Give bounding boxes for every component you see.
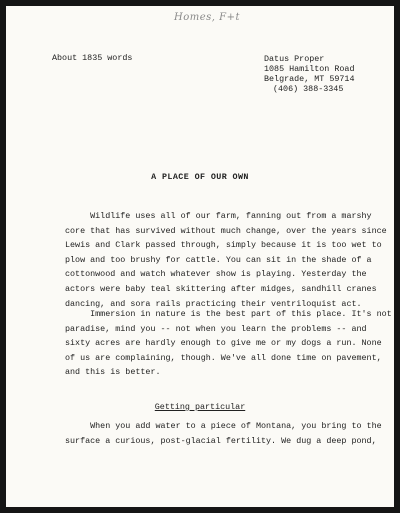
paragraph-line: When you add water to a piece of Montana, you bring to the	[65, 421, 382, 431]
paragraph-line: dancing, and sora rails practicing their ventriloquist act.	[65, 298, 362, 309]
author-name: Datus Proper	[264, 54, 325, 64]
paragraph-1	[65, 209, 387, 311]
paragraph-line: sixty acres are hardly enough to give me or my dogs a run. None	[65, 338, 382, 349]
handwritten-note: Homes, F+t	[174, 12, 240, 23]
paragraph-line: actors were baby teal skittering after midges, sandhill cranes	[65, 283, 377, 294]
paragraph-line: Lewis and Clark passed through, simply because it is too wet to	[65, 240, 382, 251]
section-heading: Getting particular	[154, 402, 246, 412]
paragraph-line: of us are complaining, though. We've all done time on pavement,	[65, 352, 382, 363]
author-city: Belgrade, MT 59714	[264, 74, 355, 84]
document-title: A PLACE OF OUR OWN	[151, 172, 249, 182]
word-count: About 1835 words	[52, 53, 133, 63]
paragraph-3	[65, 419, 382, 448]
author-phone: (406) 388-3345	[273, 84, 344, 94]
paragraph-line: paradise, mind you -- not when you learn the problems -- and	[65, 323, 367, 334]
paragraph-line: core that has survived without much change, over the years since	[65, 225, 387, 236]
paragraph-line: plow and too brushy for cattle. You can sit in the shade of a	[65, 254, 372, 265]
paragraph-line: and this is better.	[65, 367, 161, 378]
paragraph-2	[65, 307, 392, 380]
paragraph-line: Immersion in nature is the best part of this place. It's not	[65, 309, 392, 319]
paragraph-line: cottonwood and watch whatever show is playing. Yesterday the	[65, 269, 367, 280]
author-address-block	[264, 54, 354, 94]
paragraph-line: Wildlife uses all of our farm, fanning out from a marshy	[65, 211, 372, 221]
author-street: 1085 Hamilton Road	[264, 64, 355, 74]
document-page	[6, 6, 394, 507]
paragraph-line: surface a curious, post-glacial fertility. We dug a deep pond,	[65, 435, 377, 446]
